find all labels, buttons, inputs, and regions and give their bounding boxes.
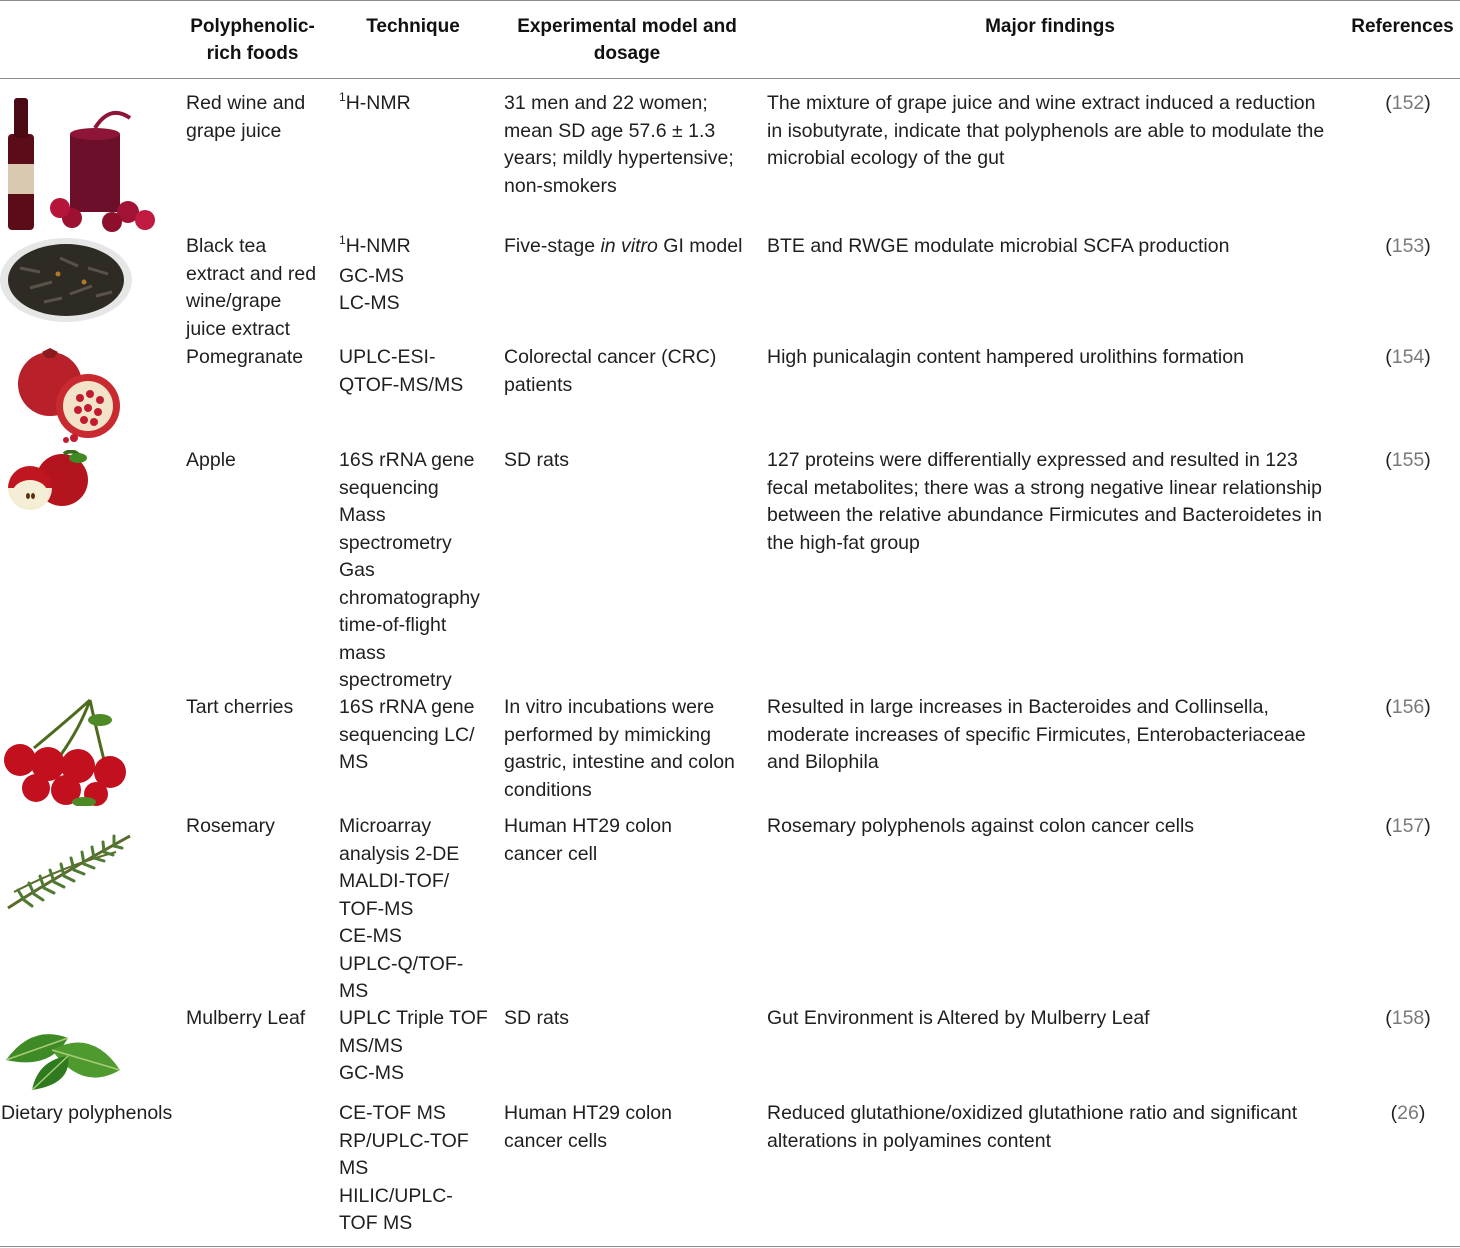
technique-line: CE-TOF MS (339, 1102, 446, 1124)
technique-line: MS (339, 980, 369, 1002)
technique-line: Microarray (339, 815, 432, 837)
row6-technique (339, 813, 463, 1006)
row4-model (504, 447, 569, 475)
technique-line (339, 90, 411, 120)
row3-food (186, 344, 303, 372)
superscript: 1 (339, 233, 346, 247)
findings-line: 127 proteins were differentially expressed and resulted in 123 (767, 449, 1298, 471)
reference-number[interactable]: 155 (1391, 449, 1425, 471)
technique-line: UPLC-Q/TOF- (339, 952, 464, 975)
model-line: SD rats (504, 449, 570, 471)
food-line: Black tea (186, 235, 267, 257)
row1-technique (339, 90, 411, 120)
top-rule (0, 0, 1460, 1)
superscript: 1 (339, 90, 346, 104)
findings-line: in isobutyrate, indicate that polyphenols are able to modulate the (767, 119, 1325, 142)
food-line: extract and red (186, 262, 317, 285)
row2-model (504, 233, 742, 261)
model-suffix: GI model (657, 235, 743, 257)
technique-line: MS/MS (339, 1034, 403, 1057)
findings-line: the high-fat group (767, 531, 920, 554)
reference-number[interactable]: 158 (1391, 1007, 1425, 1029)
findings-line: BTE and RWGE modulate microbial SCFA production (767, 235, 1230, 257)
technique-line: spectrometry (339, 669, 452, 691)
model-line: mean SD age 57.6 ± 1.3 (504, 119, 716, 142)
reference-number[interactable]: 156 (1391, 696, 1425, 718)
technique-line: spectrometry (339, 531, 452, 554)
row8-model (504, 1100, 672, 1155)
model-line: non-smokers (504, 174, 617, 197)
technique-line: 16S rRNA gene (339, 696, 475, 718)
model-line: gastric, intestine and colon (504, 751, 735, 773)
row4-findings (767, 447, 1322, 557)
technique-line: Gas (339, 559, 375, 581)
model-line (504, 233, 742, 261)
row8-findings (767, 1100, 1297, 1155)
technique-line: UPLC Triple TOF (339, 1007, 488, 1029)
model-line: cancer cells (504, 1129, 607, 1152)
technique-line: 16S rRNA gene (339, 449, 475, 471)
row7-findings (767, 1005, 1150, 1033)
row1-model (504, 90, 734, 200)
header-references: References (1351, 16, 1454, 37)
technique-line: mass (339, 641, 386, 664)
technique-line: CE-MS (339, 925, 402, 947)
pomegranate-photo (10, 348, 128, 444)
bottom-rule (0, 1246, 1460, 1247)
header-technique: Technique (366, 16, 460, 37)
apple-photo (2, 450, 92, 516)
black-tea-leaves-photo (0, 238, 135, 322)
row3-findings (767, 344, 1244, 372)
findings-line: Rosemary polyphenols against colon cancer cells (767, 815, 1195, 837)
row4-technique (339, 447, 480, 695)
row5-model (504, 694, 735, 804)
technique-line: RP/UPLC-TOF (339, 1129, 469, 1152)
row6-reference[interactable]: (157) (1385, 815, 1431, 837)
reference-number[interactable]: 157 (1391, 815, 1425, 837)
findings-line: The mixture of grape juice and wine extract induced a reduction (767, 92, 1316, 114)
row2-food (186, 233, 316, 343)
findings-line: Resulted in large increases in Bacteroides and Collinsella, (767, 696, 1269, 718)
model-line: patients (504, 373, 573, 396)
row7-food (186, 1005, 305, 1033)
row1-food (186, 90, 305, 145)
header-findings: Major findings (985, 16, 1115, 37)
model-line: Human HT29 colon (504, 1102, 672, 1124)
technique-line: LC-MS (339, 292, 400, 314)
technique-line: GC-MS (339, 1062, 404, 1084)
reference-number[interactable]: 153 (1391, 235, 1425, 257)
model-line: 31 men and 22 women; (504, 92, 708, 114)
food-line: Pomegranate (186, 346, 304, 368)
row5-reference[interactable]: (156) (1385, 696, 1431, 718)
findings-line: and Bilophila (767, 751, 879, 773)
header-model (500, 13, 754, 67)
row4-reference[interactable]: (155) (1385, 449, 1431, 471)
technique-line: UPLC-ESI- (339, 346, 436, 368)
food-line: Red wine and (186, 92, 306, 114)
mulberry-leaf-photo (2, 1020, 124, 1094)
model-line: years; mildly hypertensive; (504, 147, 734, 169)
model-line: Human HT29 colon (504, 815, 672, 837)
findings-line: moderate increases of specific Firmicutes, Enterobacteriaceae (767, 723, 1306, 746)
model-line: In vitro incubations were (504, 696, 715, 718)
row1-findings (767, 90, 1324, 173)
header-foods-line: Polyphenolic- (190, 16, 315, 37)
header-foods (170, 13, 335, 67)
food-line: Apple (186, 449, 236, 471)
row3-reference[interactable]: (154) (1385, 346, 1431, 368)
technique-text: H-NMR (345, 92, 411, 114)
header-model-line: Experimental model and (517, 16, 737, 37)
model-line: conditions (504, 778, 592, 801)
reference-number[interactable]: 154 (1391, 346, 1425, 368)
technique-line: time-of-flight (339, 614, 447, 636)
row2-technique (339, 233, 411, 318)
row7-reference[interactable]: (158) (1385, 1007, 1431, 1029)
rosemary-photo (4, 822, 134, 914)
row2-reference[interactable]: (153) (1385, 235, 1431, 257)
row7-technique (339, 1005, 488, 1088)
header-foods-line: rich foods (206, 43, 299, 64)
food-line: Rosemary (186, 815, 275, 837)
food-line: juice extract (186, 317, 291, 340)
findings-line: Gut Environment is Altered by Mulberry Leaf (767, 1007, 1150, 1029)
findings-line: High punicalagin content hampered urolithins formation (767, 346, 1244, 368)
technique-line: sequencing (339, 476, 439, 499)
row3-model (504, 344, 716, 399)
food-line: Mulberry Leaf (186, 1007, 306, 1029)
row4-food (186, 447, 236, 475)
row6-food (186, 813, 275, 841)
row1-reference[interactable]: (152) (1385, 92, 1431, 114)
findings-line: microbial ecology of the gut (767, 147, 1005, 169)
technique-line: chromatography (339, 586, 480, 609)
row8-technique (339, 1100, 469, 1238)
header-rule (0, 78, 1460, 79)
row6-model (504, 813, 672, 868)
row7-model (504, 1005, 569, 1033)
findings-line: between the relative abundance Firmicutes and Bacteroidetes in (767, 504, 1322, 526)
row6-findings (767, 813, 1194, 841)
reference-number[interactable]: 26 (1397, 1102, 1419, 1124)
technique-line: GC-MS (339, 264, 404, 287)
food-line: Tart cherries (186, 696, 294, 718)
technique-line: TOF MS (339, 1212, 413, 1234)
row2-findings (767, 233, 1229, 261)
model-line: Colorectal cancer (CRC) (504, 346, 717, 368)
technique-line: MALDI-TOF/ (339, 870, 450, 892)
row5-technique (339, 694, 475, 777)
technique-line: TOF-MS (339, 897, 414, 920)
food-line: wine/grape (186, 290, 282, 312)
model-line: SD rats (504, 1007, 570, 1029)
technique-line: HILIC/UPLC- (339, 1184, 453, 1207)
row8-food (1, 1100, 172, 1128)
header-model-line: dosage (593, 43, 661, 64)
technique-line (339, 233, 411, 263)
findings-line: Reduced glutathione/oxidized glutathione ratio and significant (767, 1102, 1298, 1124)
technique-line: MS (339, 751, 369, 773)
food-line: grape juice (186, 119, 282, 142)
findings-line: fecal metabolites; there was a strong negative linear relationship (767, 476, 1322, 499)
red-wine-and-grape-juice-photo (0, 94, 165, 232)
food-line: Dietary polyphenols (1, 1102, 173, 1124)
row5-food (186, 694, 293, 722)
tart-cherries-photo (0, 698, 135, 806)
technique-line: analysis 2-DE (339, 842, 460, 865)
row8-reference[interactable]: (26) (1390, 1102, 1426, 1124)
reference-number[interactable]: 152 (1391, 92, 1425, 114)
findings-line: alterations in polyamines content (767, 1129, 1051, 1152)
technique-line: Mass (339, 504, 386, 526)
model-line: cancer cell (504, 842, 598, 865)
technique-line: sequencing LC/ (339, 723, 475, 746)
technique-line: MS (339, 1157, 369, 1179)
row3-technique (339, 344, 463, 399)
model-line: performed by mimicking (504, 723, 711, 746)
technique-text: H-NMR (345, 235, 411, 257)
model-prefix: Five-stage (504, 235, 601, 257)
model-italic: in vitro (600, 235, 658, 257)
technique-line: QTOF-MS/MS (339, 373, 464, 396)
row5-findings (767, 694, 1306, 777)
